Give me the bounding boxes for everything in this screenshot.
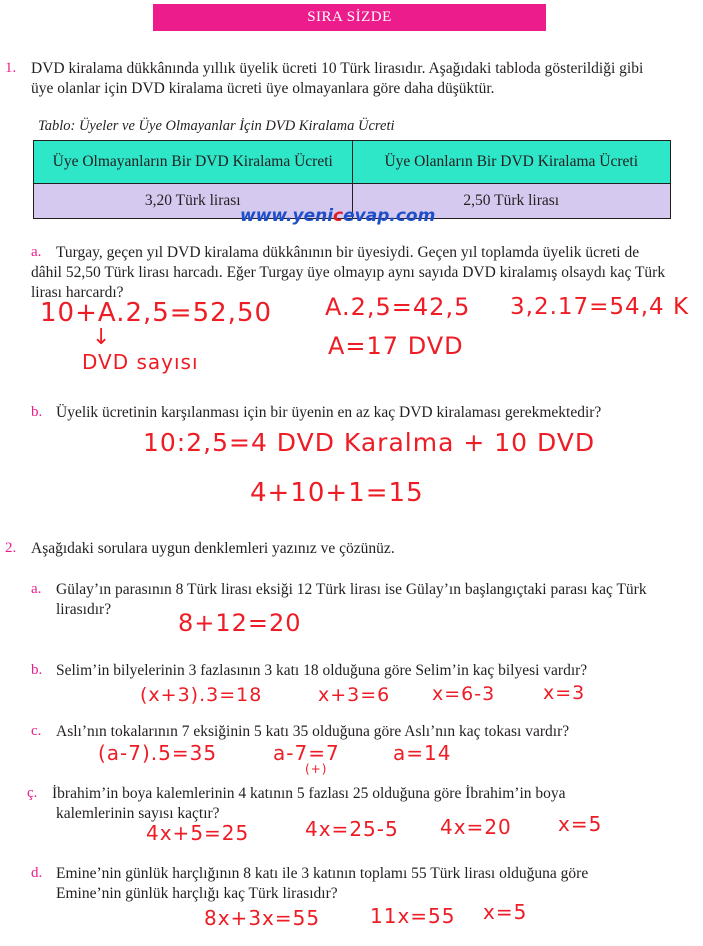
handwritten-answer: 4+10+1=15 xyxy=(250,478,424,508)
handwritten-note: (+) xyxy=(305,762,328,776)
watermark-accent: c xyxy=(333,206,344,226)
watermark-text: www.yeni xyxy=(240,206,334,226)
question-text-line: Emine’nin günlük harçlığının 8 katı ile 3 katının toplamı 55 Türk lirası olduğuna göre xyxy=(56,865,589,882)
handwritten-answer: x=3 xyxy=(543,682,586,704)
subquestion-label: b. xyxy=(31,662,43,678)
question-text-line: kalemlerinin sayısı kaçtır? xyxy=(56,805,220,822)
handwritten-answer: 4x=20 xyxy=(440,815,512,839)
handwritten-answer: x+3=6 xyxy=(318,684,391,706)
question-text-line: DVD kiralama dükkânında yıllık üyelik ücreti 10 Türk lirasıdır. Aşağıdaki tabloda gösterildiği gibi xyxy=(31,60,644,77)
subquestion-label: ç. xyxy=(27,785,38,801)
handwritten-answer: 4x=25-5 xyxy=(305,817,399,841)
question-text-line: lirasıdır? xyxy=(56,601,112,618)
table-value-cell: 3,20 Türk lirası xyxy=(34,184,353,219)
subquestion-label: a. xyxy=(31,244,42,260)
question-text-line: dâhil 52,50 Türk lirası harcadı. Eğer Turgay üye olmayıp aynı sayıda DVD kiralamış olsaydı kaç Türk xyxy=(31,264,666,281)
question-text-line: Üyelik ücretinin karşılanması için bir üyenin en az kaç DVD kiralaması gerekmektedir? xyxy=(56,404,602,421)
handwritten-answer: (a-7).5=35 xyxy=(98,741,218,765)
question-number: 2. xyxy=(5,540,17,556)
handwritten-answer: 8+12=20 xyxy=(178,609,302,637)
question-text-line: üye olanlar için DVD kiralama ücreti üye olmayanlara göre daha düşüktür. xyxy=(31,80,495,97)
table-caption: Tablo: Üyeler ve Üye Olmayanlar İçin DVD Kiralama Ücreti xyxy=(38,118,395,134)
question-text-line: Aslı’nın tokalarının 7 eksiğinin 5 katı 35 olduğuna göre Aslı’nın kaç tokası vardır? xyxy=(56,723,570,740)
table-value-cell: 2,50 Türk lirası xyxy=(352,184,671,219)
handwritten-answer: A=17 DVD xyxy=(328,332,464,360)
handwritten-answer: 4x+5=25 xyxy=(146,821,250,845)
handwritten-answer: a=14 xyxy=(393,741,452,765)
handwritten-answer: x=5 xyxy=(558,812,603,836)
question-text-line: Gülay’ın parasının 8 Türk lirası eksiği 12 Türk lirası ise Gülay’ın başlangıçtaki parası kaç Türk xyxy=(56,581,647,598)
handwritten-answer: 10:2,5=4 DVD Karalma + 10 DVD xyxy=(143,428,596,457)
section-banner: SIRA SİZDE xyxy=(153,4,546,31)
question-text-line: Turgay, geçen yıl DVD kiralama dükkânının bir üyesiydi. Geçen yıl toplamda üyelik ücreti de xyxy=(56,244,640,261)
subquestion-label: a. xyxy=(31,581,42,597)
question-text-line: Emine’nin günlük harçlığı kaç Türk lirasıdır? xyxy=(56,885,338,902)
handwritten-answer: (x+3).3=18 xyxy=(140,684,263,706)
handwritten-answer: DVD sayısı xyxy=(82,350,199,374)
subquestion-label: c. xyxy=(31,723,42,739)
subquestion-label: b. xyxy=(31,404,43,420)
question-text-line: İbrahim’in boya kalemlerinin 4 katının 5 fazlası 25 olduğuna göre İbrahim’in boya xyxy=(52,785,566,802)
handwritten-answer: 11x=55 xyxy=(370,904,456,928)
handwritten-answer: a-7=7 xyxy=(273,741,340,765)
question-text-line: Selim’in bilyelerinin 3 fazlasının 3 katı 18 olduğuna göre Selim’in kaç bilyesi vardır? xyxy=(56,662,588,679)
handwritten-answer: A.2,5=42,5 xyxy=(325,293,471,321)
table-header-cell: Üye Olmayanların Bir DVD Kiralama Ücreti xyxy=(34,141,353,184)
handwritten-answer: 3,2.17=54,4 K xyxy=(510,294,690,320)
question-text-line: lirası harcardı? xyxy=(31,284,124,301)
watermark-text: evap.com xyxy=(343,206,436,226)
watermark xyxy=(240,206,435,226)
handwritten-arrow: ↓ xyxy=(92,325,112,350)
handwritten-answer: 10+A.2,5=52,50 xyxy=(40,298,273,328)
question-text-line: Aşağıdaki sorulara uygun denklemleri yazınız ve çözünüz. xyxy=(31,540,395,557)
table-header-cell: Üye Olanların Bir DVD Kiralama Ücreti xyxy=(352,141,671,184)
handwritten-answer: 8x+3x=55 xyxy=(204,906,321,930)
question-number: 1. xyxy=(5,60,17,76)
subquestion-label: d. xyxy=(31,865,43,881)
handwritten-answer: x=6-3 xyxy=(432,683,496,705)
handwritten-answer: x=5 xyxy=(483,900,528,924)
